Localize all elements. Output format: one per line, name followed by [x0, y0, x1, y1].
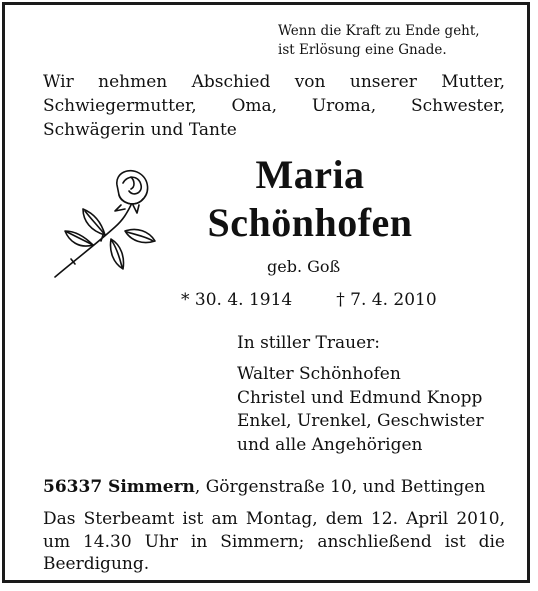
address-rest: , Görgenstraße 10, und Bettingen	[194, 477, 486, 497]
deceased-name	[165, 151, 455, 247]
birth-date: * 30. 4. 1914	[181, 290, 293, 310]
rose-icon	[45, 165, 165, 285]
motto-line-1: Wenn die Kraft zu Ende geht,	[278, 23, 480, 39]
intro-text: Wir nehmen Abschied von unserer Mutter, Schwiegermutter, Oma, Uroma, Schwester, Schwägerin und Tante	[43, 72, 505, 140]
mourner-item: Christel und Edmund Knopp	[237, 387, 483, 408]
address	[43, 477, 485, 497]
motto	[278, 22, 518, 60]
mourner-item: Walter Schönhofen	[237, 364, 401, 384]
first-name: Maria	[255, 152, 365, 197]
mourners-list	[237, 363, 484, 457]
funeral-notice: Das Sterbeamt ist am Montag, dem 12. April 2010, um 14.30 Uhr in Simmern; anschließend ist die Beerdigung.	[43, 509, 505, 574]
mourner-item: und alle Angehörigen	[237, 434, 423, 455]
mourning-label: In stiller Trauer:	[237, 333, 380, 353]
maiden-name: geb. Goß	[267, 257, 341, 276]
address-city: 56337 Simmern	[43, 477, 195, 497]
life-dates	[181, 290, 481, 310]
mourner-item: Enkel, Urenkel, Geschwister	[237, 411, 484, 431]
motto-line-2: ist Erlösung eine Gnade.	[278, 42, 447, 58]
obituary-card	[2, 2, 530, 583]
death-date: † 7. 4. 2010	[336, 290, 437, 310]
last-name: Schönhofen	[207, 200, 413, 245]
